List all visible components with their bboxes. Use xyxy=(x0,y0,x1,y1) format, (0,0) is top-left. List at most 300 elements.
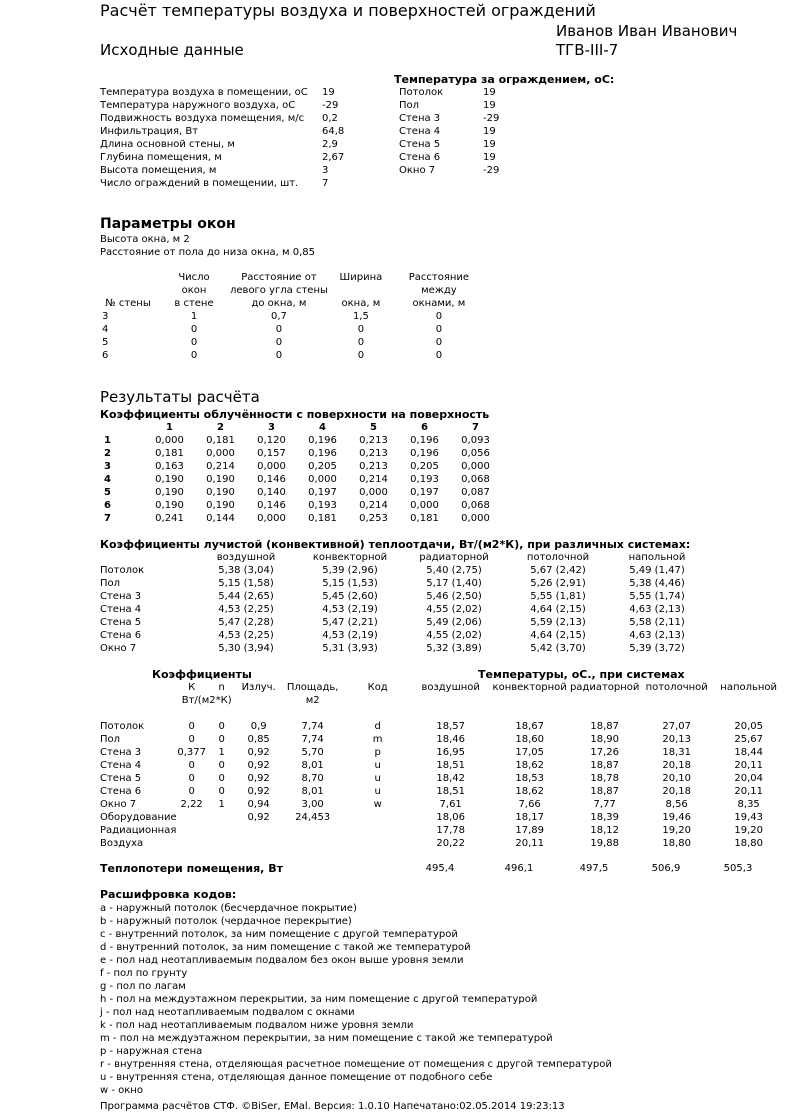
windows-row xyxy=(98,323,484,336)
surface-emissivity: 0,92 xyxy=(247,747,270,758)
surface-temp: 20,18 xyxy=(662,786,691,797)
surface-name: Окно 7 xyxy=(100,799,137,810)
code-item: m - пол на междуэтажном перекрытии, за ним помещение с такой же температурой xyxy=(100,1033,553,1044)
surface-emissivity: 0,92 xyxy=(247,760,270,771)
heat-cell: 5,17 (1,40) xyxy=(426,578,482,589)
code-item: p - наружная стена xyxy=(100,1046,203,1057)
param-row xyxy=(100,138,344,151)
surface-temp: 7,66 xyxy=(518,799,541,810)
windows-cell: 0 xyxy=(357,350,365,361)
param-row xyxy=(100,164,344,177)
windows-cell: 3 xyxy=(102,311,109,322)
irradiance-col-header: 1 xyxy=(166,422,173,433)
surface-name: Стена 6 xyxy=(100,786,142,797)
surface-spacer xyxy=(100,707,177,720)
irradiance-col-header: 6 xyxy=(421,422,428,433)
outside-temp-title: Температура за ограждением, оС: xyxy=(394,73,615,86)
irradiance-row xyxy=(100,512,501,525)
heat-cell: 5,31 (3,93) xyxy=(322,643,378,654)
windows-cell: 0 xyxy=(275,324,283,335)
param-value: 0,2 xyxy=(322,113,338,124)
surface-n: 0 xyxy=(218,760,225,771)
surface-name: Потолок xyxy=(100,721,145,732)
surface-area: 5,70 xyxy=(301,747,324,758)
code-item: g - пол по лагам xyxy=(100,981,186,992)
surface-k: 0 xyxy=(188,773,195,784)
outside-row xyxy=(399,138,499,151)
windows-header-cell: окна, м xyxy=(341,298,381,309)
irradiance-cell: 0,000 xyxy=(206,448,235,459)
code-item: d - внутренний потолок, за ним помещение с такой же температурой xyxy=(100,942,471,953)
param-row xyxy=(100,177,344,190)
surface-n: 0 xyxy=(218,734,225,745)
irradiance-cell: 0,253 xyxy=(359,513,388,524)
surface-k xyxy=(177,824,207,837)
surface-temp: 17,89 xyxy=(515,825,544,836)
irradiance-cell: 0,000 xyxy=(257,461,286,472)
losses-spacer xyxy=(100,862,400,875)
outside-label: Стена 5 xyxy=(399,139,441,150)
irradiance-cell: 0,144 xyxy=(206,513,235,524)
outside-row xyxy=(399,86,499,99)
heat-row xyxy=(100,642,704,655)
surface-temp: 18,51 xyxy=(436,760,465,771)
windows-cell: 0 xyxy=(190,350,198,361)
windows-table xyxy=(98,271,484,362)
windows-header-cell xyxy=(328,284,394,297)
surface-temp: 18,44 xyxy=(734,747,763,758)
heat-cell: 4,53 (2,25) xyxy=(218,630,274,641)
windows-cell: 5 xyxy=(102,337,109,348)
irradiance-row-header: 1 xyxy=(104,435,111,446)
heat-cell: 4,63 (2,13) xyxy=(629,604,685,615)
irradiance-table xyxy=(100,421,501,525)
irradiance-cell: 0,093 xyxy=(461,435,490,446)
irradiance-row xyxy=(100,460,501,473)
heat-row-name: Потолок xyxy=(100,565,145,576)
param-label: Инфильтрация, Вт xyxy=(100,126,199,137)
heat-cell: 5,49 (1,47) xyxy=(629,565,685,576)
author-name: Иванов Иван Иванович xyxy=(556,22,738,40)
surface-header-blank xyxy=(569,694,641,707)
codes-list xyxy=(100,902,612,1097)
window-floor-distance: Расстояние от пола до низа окна, м 0,85 xyxy=(100,247,315,258)
irradiance-cell: 0,190 xyxy=(155,474,184,485)
surface-n xyxy=(207,811,237,824)
param-label: Подвижность воздуха помещения, м/с xyxy=(100,113,305,124)
surface-temp: 18,51 xyxy=(436,786,465,797)
heat-cell: 4,64 (2,15) xyxy=(530,604,586,615)
surface-header-cell: Код xyxy=(367,682,388,693)
windows-header-cell: Ширина xyxy=(339,272,383,283)
surface-header-cell: n xyxy=(218,682,225,693)
heat-cell: 5,38 (4,46) xyxy=(629,578,685,589)
surface-k: 0,377 xyxy=(177,747,206,758)
surface-k xyxy=(177,837,207,850)
footer-text: Программа расчётов СТФ. ©BiSer, EMal. Версия: 1.0.10 Напечатано:02.05.2014 19:23:13 xyxy=(100,1101,565,1112)
code-item: e - пол над неотапливаемым подвалом без окон выше уровня земли xyxy=(100,955,464,966)
outside-row xyxy=(399,151,499,164)
surface-temp: 19,46 xyxy=(662,812,691,823)
irradiance-cell: 0,197 xyxy=(410,487,439,498)
irradiance-row-header: 4 xyxy=(104,474,111,485)
heat-cell: 5,26 (2,91) xyxy=(530,578,586,589)
surface-k: 0 xyxy=(188,786,195,797)
outside-row xyxy=(399,125,499,138)
surface-name: Стена 5 xyxy=(100,773,142,784)
irradiance-row xyxy=(100,447,501,460)
surface-temp: 19,88 xyxy=(590,838,619,849)
losses-value: 495,4 xyxy=(425,863,455,874)
surface-code: p xyxy=(374,747,381,758)
outside-label: Стена 3 xyxy=(399,113,441,124)
surface-row xyxy=(100,785,785,798)
losses-row xyxy=(100,862,774,875)
surface-area: 7,74 xyxy=(301,734,324,745)
surface-area: 8,01 xyxy=(301,786,324,797)
windows-cell: 4 xyxy=(102,324,109,335)
surface-area: 3,00 xyxy=(301,799,324,810)
surface-temp: 18,06 xyxy=(436,812,465,823)
irradiance-cell: 0,157 xyxy=(257,448,286,459)
outside-label: Потолок xyxy=(399,87,444,98)
surface-name: Стена 3 xyxy=(100,747,142,758)
heat-cell: 5,67 (2,42) xyxy=(530,565,586,576)
irradiance-cell: 0,205 xyxy=(308,461,337,472)
code-item: c - внутренний потолок, за ним помещение с другой температурой xyxy=(100,929,458,940)
surface-row xyxy=(100,824,785,837)
windows-cell: 0 xyxy=(357,337,365,348)
irradiance-cell: 0,196 xyxy=(308,448,337,459)
windows-header-cell: окон xyxy=(181,285,207,296)
surface-emissivity xyxy=(237,824,281,837)
surface-code: d xyxy=(374,721,381,732)
heat-table xyxy=(100,551,704,655)
windows-header-cell: Число xyxy=(178,272,210,283)
heat-cell: 5,45 (2,60) xyxy=(322,591,378,602)
surface-row xyxy=(100,746,785,759)
heat-cell: 5,32 (3,89) xyxy=(426,643,482,654)
windows-cell: 0 xyxy=(357,324,365,335)
irradiance-cell: 0,196 xyxy=(410,448,439,459)
surface-k xyxy=(177,811,207,824)
heat-row xyxy=(100,564,704,577)
surface-emissivity: 0,9 xyxy=(250,721,267,732)
irradiance-row xyxy=(100,473,501,486)
irradiance-row xyxy=(100,434,501,447)
surface-temp: 7,61 xyxy=(439,799,462,810)
irradiance-cell: 0,190 xyxy=(155,500,184,511)
param-value: 2,67 xyxy=(322,152,345,163)
windows-header-row xyxy=(98,271,484,284)
surface-temp: 18,80 xyxy=(734,838,763,849)
irradiance-cell: 0,087 xyxy=(461,487,490,498)
windows-header-cell xyxy=(98,271,158,284)
temp-col-header: потолочной xyxy=(645,682,708,693)
heat-cell: 5,44 (2,65) xyxy=(218,591,274,602)
surface-temp: 18,87 xyxy=(590,786,619,797)
irradiance-cell: 0,000 xyxy=(410,500,439,511)
surface-row xyxy=(100,759,785,772)
surface-header-blank xyxy=(345,694,411,707)
outside-temps xyxy=(399,86,499,177)
irradiance-cell: 0,146 xyxy=(257,500,286,511)
heat-cell: 4,53 (2,25) xyxy=(218,604,274,615)
windows-cell: 1,5 xyxy=(352,311,369,322)
surface-code: u xyxy=(374,786,381,797)
heat-row-name: Стена 3 xyxy=(100,591,142,602)
outside-label: Пол xyxy=(399,100,420,111)
initial-params xyxy=(100,86,344,190)
surface-temp: 25,67 xyxy=(734,734,763,745)
surface-header-unit: Вт/(м2*К) xyxy=(181,695,232,706)
heat-cell: 5,55 (1,74) xyxy=(629,591,685,602)
windows-cell: 0 xyxy=(275,350,283,361)
surface-area xyxy=(281,837,345,850)
coef-title: Коэффициенты xyxy=(152,668,252,681)
outside-value: 19 xyxy=(483,152,496,163)
group-code: ТГВ-III-7 xyxy=(556,41,619,59)
surface-temp: 18,60 xyxy=(515,734,544,745)
irradiance-cell: 0,181 xyxy=(410,513,439,524)
windows-row xyxy=(98,310,484,323)
surface-n: 1 xyxy=(218,747,225,758)
surface-n xyxy=(207,824,237,837)
surface-temp: 20,11 xyxy=(734,760,763,771)
surface-temp: 18,90 xyxy=(590,734,619,745)
heat-row-name: Стена 4 xyxy=(100,604,142,615)
surface-temp: 8,35 xyxy=(737,799,760,810)
surface-spacer-row xyxy=(100,707,785,720)
surface-temp: 19,20 xyxy=(734,825,763,836)
surface-area: 24,453 xyxy=(295,812,331,823)
heat-row xyxy=(100,616,704,629)
windows-row xyxy=(98,336,484,349)
surface-temp: 18,67 xyxy=(515,721,544,732)
code-item: b - наружный потолок (чердачное перекрытие) xyxy=(100,916,352,927)
surface-header-blank xyxy=(411,694,491,707)
windows-header-cell: левого угла стены xyxy=(230,285,328,296)
surface-header-blank xyxy=(100,694,177,707)
heat-cell: 5,46 (2,50) xyxy=(426,591,482,602)
surface-k: 2,22 xyxy=(180,799,203,810)
irradiance-cell: 0,190 xyxy=(155,487,184,498)
windows-header-cell: в стене xyxy=(174,298,214,309)
irradiance-row-header: 7 xyxy=(104,513,111,524)
surface-temp: 20,13 xyxy=(662,734,691,745)
surface-k: 0 xyxy=(188,734,195,745)
irradiance-col-header: 4 xyxy=(319,422,326,433)
irradiance-cell: 0,214 xyxy=(359,500,388,511)
irradiance-cell: 0,181 xyxy=(206,435,235,446)
irradiance-cell: 0,214 xyxy=(206,461,235,472)
code-item: k - пол над неотапливаемым подвалом ниже уровня земли xyxy=(100,1020,414,1031)
surface-row xyxy=(100,733,785,746)
surface-temp: 20,18 xyxy=(662,760,691,771)
losses-value: 496,1 xyxy=(504,863,534,874)
code-item: w - окно xyxy=(100,1085,143,1096)
heat-row-name: Окно 7 xyxy=(100,643,137,654)
heat-cell: 4,64 (2,15) xyxy=(530,630,586,641)
param-value: 3 xyxy=(322,165,329,176)
heat-cell: 5,42 (3,70) xyxy=(530,643,586,654)
results-title: Результаты расчёта xyxy=(100,388,260,406)
temps-title: Температуры, оС., при системах xyxy=(478,668,685,681)
irradiance-cell: 0,068 xyxy=(461,500,490,511)
irradiance-row-header: 3 xyxy=(104,461,111,472)
surface-name: Стена 4 xyxy=(100,760,142,771)
surface-temp: 18,62 xyxy=(515,786,544,797)
surface-n xyxy=(207,837,237,850)
surface-area: 8,01 xyxy=(301,760,324,771)
surface-header-blank xyxy=(491,694,569,707)
heat-cell: 5,38 (3,04) xyxy=(218,565,274,576)
surface-temp: 19,20 xyxy=(662,825,691,836)
irradiance-title: Коэффициенты облучённости с поверхности на поверхность xyxy=(100,408,490,421)
surface-temp: 18,87 xyxy=(590,721,619,732)
surface-temp: 18,80 xyxy=(662,838,691,849)
heat-cell: 5,40 (2,75) xyxy=(426,565,482,576)
heat-title: Коэффициенты лучистой (конвективной) теплоотдачи, Вт/(м2*К), при различных системах: xyxy=(100,538,691,551)
surface-temp: 20,10 xyxy=(662,773,691,784)
surface-k: 0 xyxy=(188,760,195,771)
codes-title: Расшифровка кодов: xyxy=(100,888,237,901)
windows-cell: 0,7 xyxy=(270,311,287,322)
param-row xyxy=(100,125,344,138)
surface-temp: 20,11 xyxy=(515,838,544,849)
heat-cell: 4,63 (2,13) xyxy=(629,630,685,641)
windows-cell: 0 xyxy=(435,324,443,335)
param-value: 7 xyxy=(322,178,329,189)
code-item: r - внутренняя стена, отделяющая расчетное помещение от помещения с другой температурой xyxy=(100,1059,612,1070)
irradiance-col-header: 7 xyxy=(472,422,479,433)
surface-n: 0 xyxy=(218,721,225,732)
surface-row xyxy=(100,720,785,733)
surface-temp: 18,53 xyxy=(515,773,544,784)
heat-cell: 5,55 (1,81) xyxy=(530,591,586,602)
irradiance-cell: 0,000 xyxy=(257,513,286,524)
windows-header-cell xyxy=(98,284,158,297)
surface-header-row xyxy=(100,694,785,707)
irradiance-row-header: 6 xyxy=(104,500,111,511)
irradiance-cell: 0,213 xyxy=(359,435,388,446)
surface-emissivity: 0,85 xyxy=(247,734,270,745)
irradiance-row-header: 5 xyxy=(104,487,111,498)
param-label: Длина основной стены, м xyxy=(100,139,235,150)
surface-temp: 19,43 xyxy=(734,812,763,823)
code-item: a - наружный потолок (бесчердачное покрытие) xyxy=(100,903,357,914)
surface-area: 7,74 xyxy=(301,721,324,732)
heat-cell: 5,59 (2,13) xyxy=(530,617,586,628)
irradiance-cell: 0,197 xyxy=(308,487,337,498)
heat-cell: 5,39 (2,96) xyxy=(322,565,378,576)
irradiance-cell: 0,193 xyxy=(308,500,337,511)
irradiance-cell: 0,000 xyxy=(308,474,337,485)
surface-n: 0 xyxy=(218,773,225,784)
heat-col-header: конвекторной xyxy=(312,552,388,563)
surface-code: u xyxy=(374,773,381,784)
windows-header-cell: окнами, м xyxy=(412,298,466,309)
surface-header-cell xyxy=(100,681,177,694)
surface-temp: 18,62 xyxy=(515,760,544,771)
irradiance-cell: 0,193 xyxy=(410,474,439,485)
section-initial-title: Исходные данные xyxy=(100,41,244,59)
surface-temp: 18,12 xyxy=(590,825,619,836)
windows-cell: 1 xyxy=(190,311,198,322)
surface-temp: 18,42 xyxy=(436,773,465,784)
windows-title: Параметры окон xyxy=(100,216,236,232)
surface-temp: 18,17 xyxy=(515,812,544,823)
param-label: Температура воздуха в помещении, оС xyxy=(100,87,308,98)
heat-cell: 4,55 (2,02) xyxy=(426,604,482,615)
surface-temp: 20,22 xyxy=(436,838,465,849)
irradiance-cell: 0,214 xyxy=(359,474,388,485)
surface-header-cell: Площадь, xyxy=(286,682,339,693)
code-item: j - пол над неотапливаемым подвалом с окнами xyxy=(100,1007,355,1018)
windows-cell: 0 xyxy=(190,337,198,348)
windows-cell: 6 xyxy=(102,350,109,361)
surface-temp: 8,56 xyxy=(665,799,688,810)
heat-corner xyxy=(100,551,194,564)
param-value: 2,9 xyxy=(322,139,338,150)
outside-label: Стена 4 xyxy=(399,126,441,137)
surface-k: 0 xyxy=(188,721,195,732)
surface-code: w xyxy=(373,799,382,810)
surface-emissivity: 0,94 xyxy=(247,799,270,810)
temp-col-header: радиаторной xyxy=(569,682,640,693)
surface-n: 0 xyxy=(218,786,225,797)
outside-label: Стена 6 xyxy=(399,152,441,163)
irradiance-cell: 0,068 xyxy=(461,474,490,485)
surface-header-unit: м2 xyxy=(305,695,320,706)
surface-header-blank xyxy=(237,694,281,707)
irradiance-cell: 0,205 xyxy=(410,461,439,472)
windows-header-cell: между xyxy=(421,285,457,296)
surface-temp: 17,26 xyxy=(590,747,619,758)
heat-cell: 5,49 (2,06) xyxy=(426,617,482,628)
windows-cell: 0 xyxy=(435,337,443,348)
irradiance-cell: 0,000 xyxy=(155,435,184,446)
code-item: h - пол на междуэтажном перекрытии, за ним помещение с другой температурой xyxy=(100,994,538,1005)
outside-value: -29 xyxy=(483,165,500,176)
irradiance-header-row xyxy=(100,421,501,434)
irradiance-col-header: 3 xyxy=(268,422,275,433)
outside-row xyxy=(399,99,499,112)
irradiance-row-header: 2 xyxy=(104,448,111,459)
surface-code xyxy=(345,811,411,824)
windows-header-cell: Расстояние от xyxy=(241,272,317,283)
param-label: Глубина помещения, м xyxy=(100,152,222,163)
surface-name: Радиационная xyxy=(100,825,177,836)
surface-area xyxy=(281,824,345,837)
irradiance-cell: 0,000 xyxy=(461,513,490,524)
surface-emissivity: 0,92 xyxy=(247,786,270,797)
surface-temp: 17,78 xyxy=(436,825,465,836)
surface-code xyxy=(345,837,411,850)
heat-cell: 4,55 (2,02) xyxy=(426,630,482,641)
losses-label: Теплопотери помещения, Вт xyxy=(100,862,283,875)
code-item: f - пол по грунту xyxy=(100,968,188,979)
windows-row xyxy=(98,349,484,362)
heat-header-row xyxy=(100,551,704,564)
surface-temp: 18,31 xyxy=(662,747,691,758)
surface-name: Оборудование xyxy=(100,812,177,823)
irradiance-cell: 0,190 xyxy=(206,500,235,511)
windows-cell: 0 xyxy=(435,350,443,361)
heat-col-header: напольной xyxy=(628,552,686,563)
surface-temp: 18,87 xyxy=(590,760,619,771)
outside-value: 19 xyxy=(483,100,496,111)
